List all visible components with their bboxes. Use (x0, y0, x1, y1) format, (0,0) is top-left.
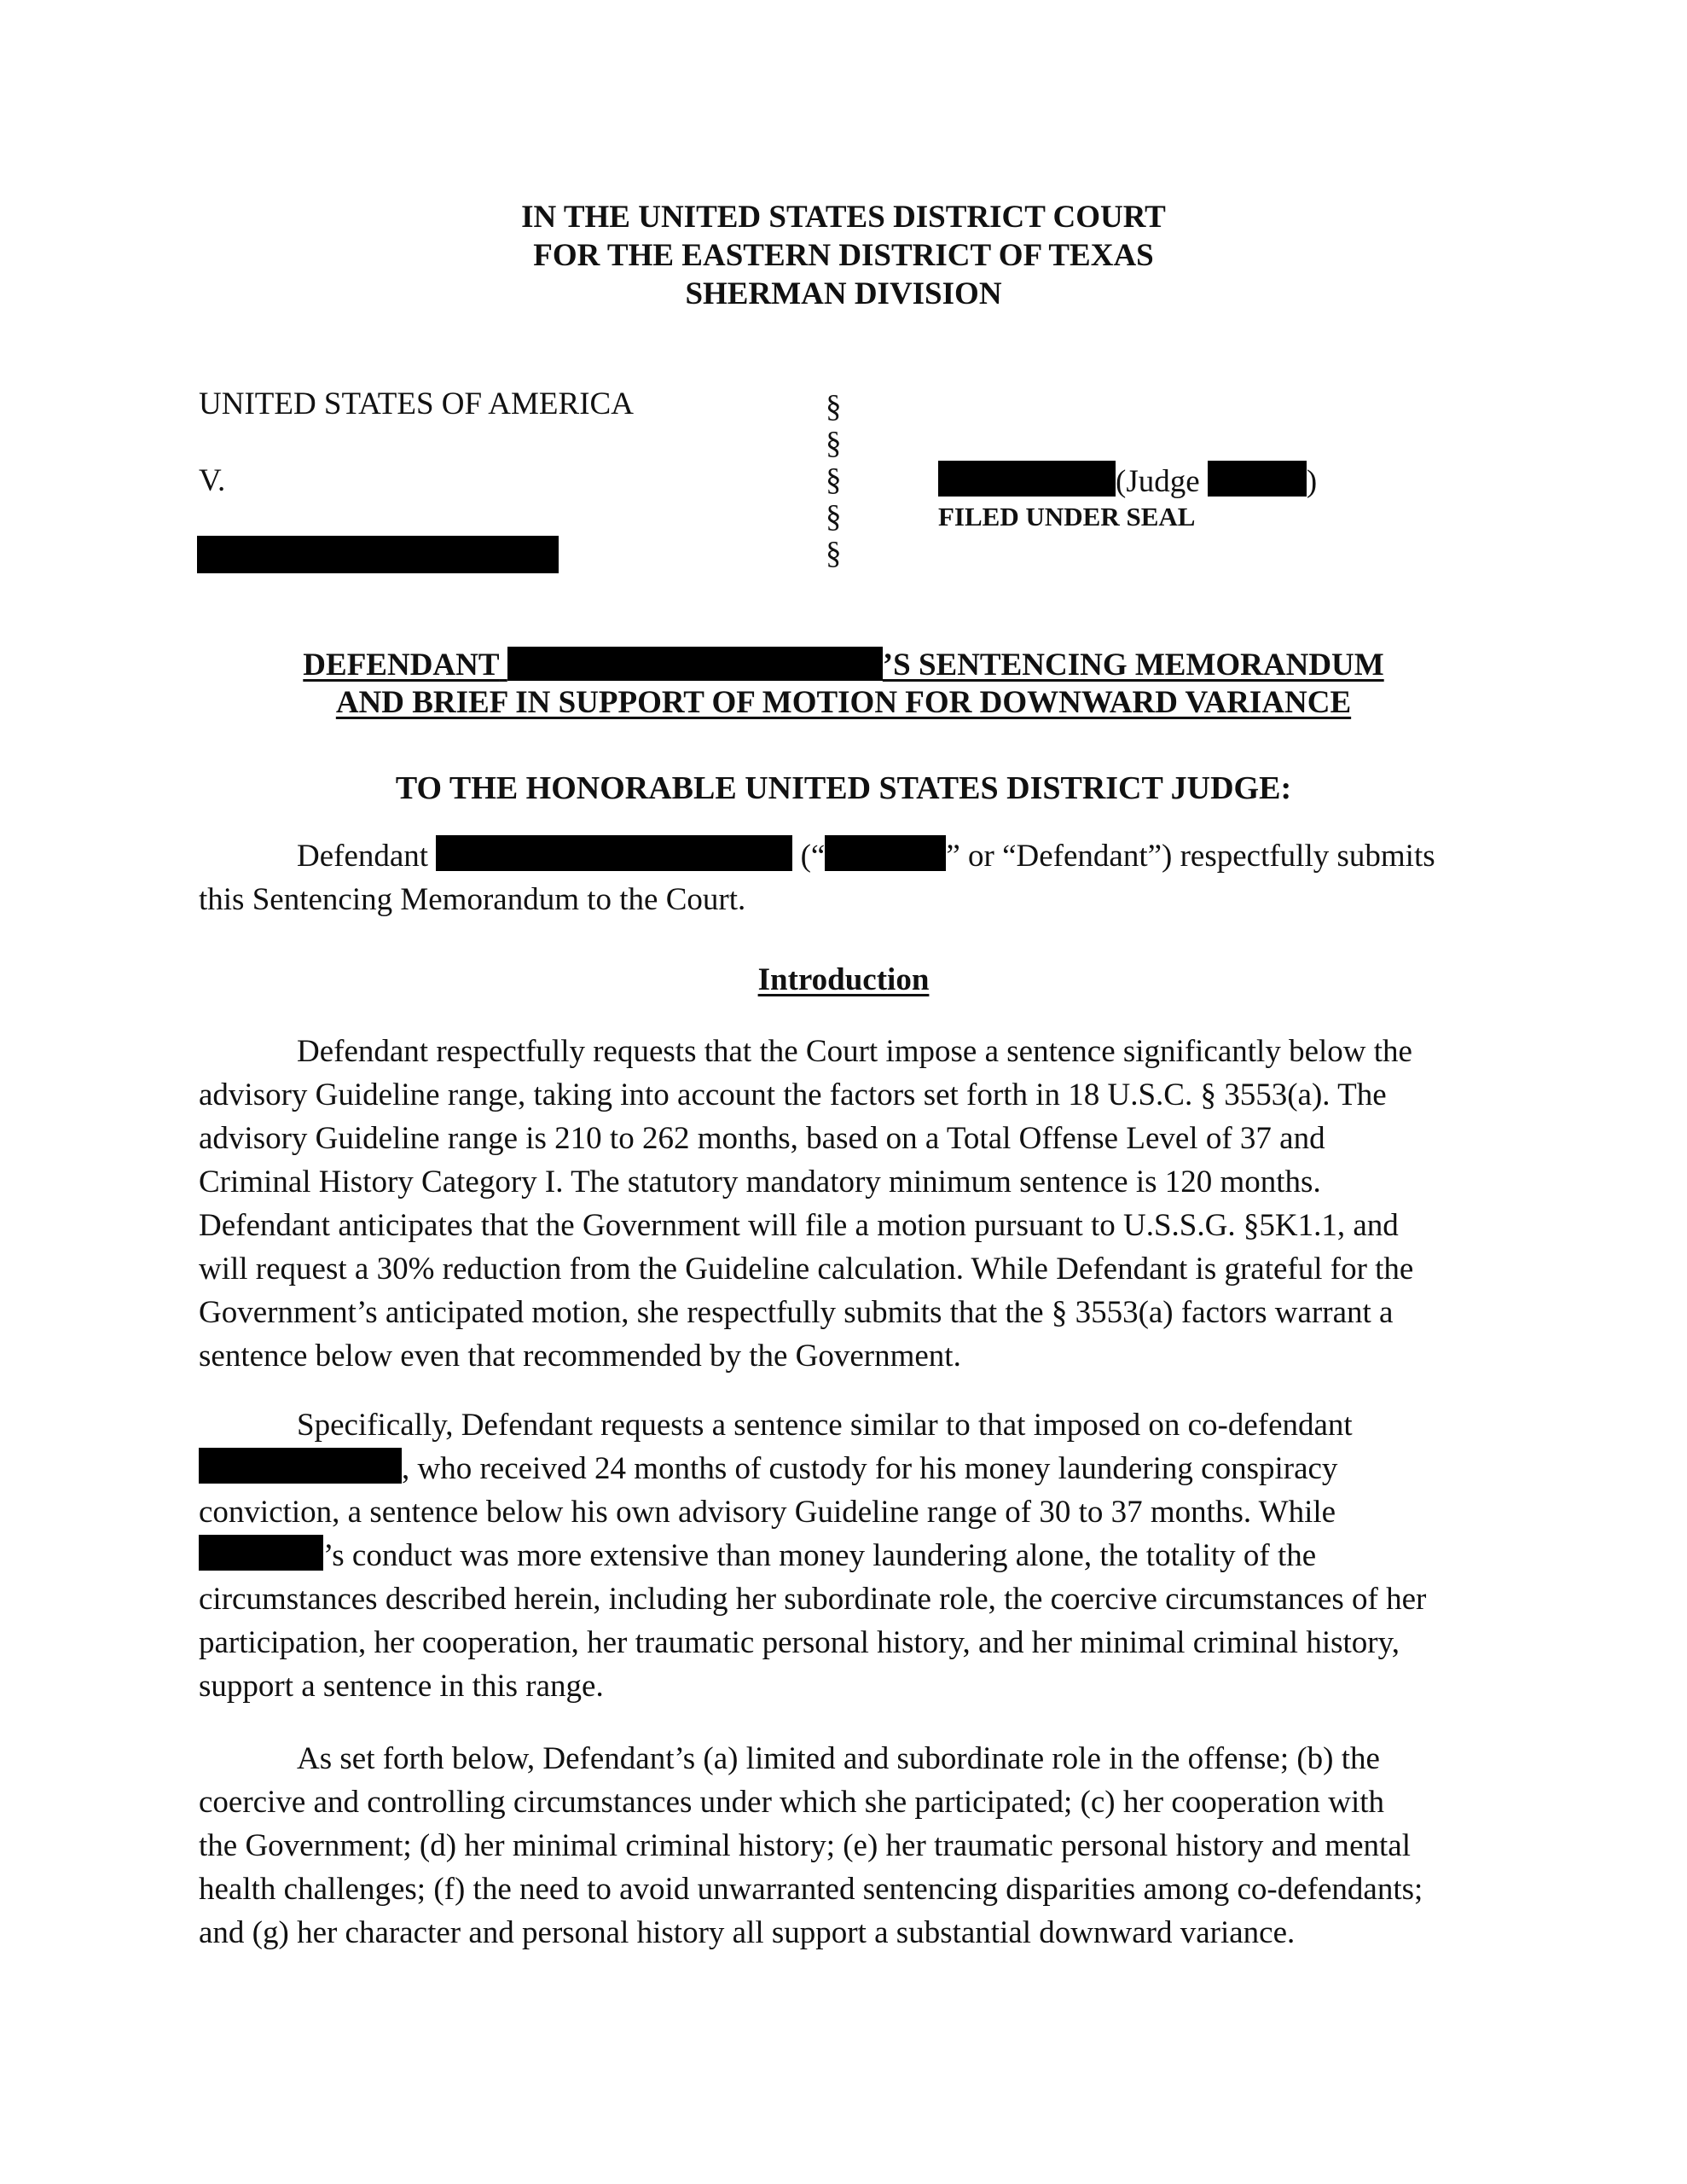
title-prefix: DEFENDANT (303, 648, 500, 682)
judge-close-paren: ) (1306, 464, 1318, 499)
text-line: Specifically, Defendant requests a sentence similar to that imposed on co-defendant (297, 1408, 1353, 1443)
court-district-line: FOR THE EASTERN DISTRICT OF TEXAS (533, 238, 1154, 273)
caption-versus: V. (199, 463, 226, 498)
text-line: the Government; (d) her minimal criminal history; (e) her traumatic personal history and mental (199, 1828, 1411, 1863)
text-line: support a sentence in this range. (199, 1669, 604, 1704)
court-division-line: SHERMAN DIVISION (685, 276, 1002, 311)
opening-prefix: Defendant (297, 839, 429, 874)
opening-suffix: ” or “Defendant”) respectfully submits (946, 839, 1435, 874)
text-line: advisory Guideline range is 210 to 262 months, based on a Total Offense Level of 37 and (199, 1121, 1325, 1156)
redacted-short-name (825, 835, 946, 871)
section-symbol: § (826, 536, 842, 571)
redacted-case-number (938, 461, 1116, 497)
judge-label: (Judge (1116, 464, 1200, 499)
opening-line-1 (199, 834, 1495, 878)
title-line-1 (0, 647, 1687, 684)
text-line: participation, her cooperation, her traumatic personal history, and her minimal criminal history, (199, 1625, 1400, 1660)
caption-plaintiff: UNITED STATES OF AMERICA (199, 386, 634, 421)
introduction-paragraph-2 (199, 1403, 1495, 1708)
introduction-paragraph-1 (199, 1030, 1495, 1378)
opening-paragraph (199, 834, 1495, 921)
section-symbol: § (826, 499, 842, 534)
text-line: advisory Guideline range, taking into account the factors set forth in 18 U.S.C. § 3553(a). The (199, 1077, 1387, 1112)
text-line (199, 1534, 1495, 1577)
redacted-defendant-name-opening (436, 835, 792, 871)
introduction-heading-text: Introduction (757, 962, 930, 997)
text-line: Defendant respectfully requests that the Court impose a sentence significantly below the (297, 1034, 1412, 1069)
opening-line-2: this Sentencing Memorandum to the Court. (199, 882, 746, 917)
redacted-title-name (507, 647, 883, 681)
salutation: TO THE HONORABLE UNITED STATES DISTRICT JUDGE: (395, 770, 1292, 806)
section-symbol-column (826, 388, 842, 572)
filed-under-seal: FILED UNDER SEAL (938, 502, 1196, 531)
section-symbol: § (826, 426, 842, 461)
redacted-defendant-short-name (199, 1535, 323, 1571)
section-symbol: § (826, 389, 842, 424)
text-line: health challenges; (f) the need to avoid unwarranted sentencing disparities among co-defendants; (199, 1872, 1423, 1907)
court-header (0, 198, 1687, 313)
redacted-codefendant-name (199, 1448, 402, 1484)
case-number-line (938, 461, 1317, 500)
title-suffix: ’S SENTENCING MEMORANDUM (882, 648, 1384, 682)
text-line (199, 1447, 1495, 1490)
text-line: conviction, a sentence below his own advisory Guideline range of 30 to 37 months. While (199, 1495, 1336, 1530)
text-line: and (g) her character and personal history all support a substantial downward variance. (199, 1915, 1296, 1950)
introduction-heading (0, 961, 1687, 998)
opening-open-quote: (“ (800, 839, 826, 874)
text-line: will request a 30% reduction from the Guideline calculation. While Defendant is grateful for the (199, 1252, 1414, 1287)
text-fragment: , who received 24 months of custody for his money laundering conspiracy (402, 1451, 1338, 1486)
section-symbol: § (826, 462, 842, 497)
introduction-paragraph-3 (199, 1737, 1495, 1955)
text-line: Criminal History Category I. The statutory mandatory minimum sentence is 120 months. (199, 1165, 1321, 1199)
title-line-2: AND BRIEF IN SUPPORT OF MOTION FOR DOWNWARD VARIANCE (335, 685, 1352, 720)
document-title (0, 647, 1687, 722)
redacted-defendant-name (197, 536, 559, 573)
court-name-line: IN THE UNITED STATES DISTRICT COURT (521, 200, 1166, 235)
redacted-judge-name (1208, 461, 1307, 497)
text-line: Defendant anticipates that the Government will file a motion pursuant to U.S.S.G. §5K1.1, and (199, 1208, 1399, 1243)
text-line: circumstances described herein, including her subordinate role, the coercive circumstances of her (199, 1582, 1427, 1617)
text-line: coercive and controlling circumstances under which she participated; (c) her cooperation with (199, 1785, 1385, 1820)
text-line: sentence below even that recommended by the Government. (199, 1339, 961, 1374)
text-line: As set forth below, Defendant’s (a) limited and subordinate role in the offense; (b) the (297, 1741, 1380, 1776)
text-line: Government’s anticipated motion, she respectfully submits that the § 3553(a) factors warrant a (199, 1295, 1394, 1330)
text-fragment: ’s conduct was more extensive than money laundering alone, the totality of the (323, 1538, 1317, 1573)
